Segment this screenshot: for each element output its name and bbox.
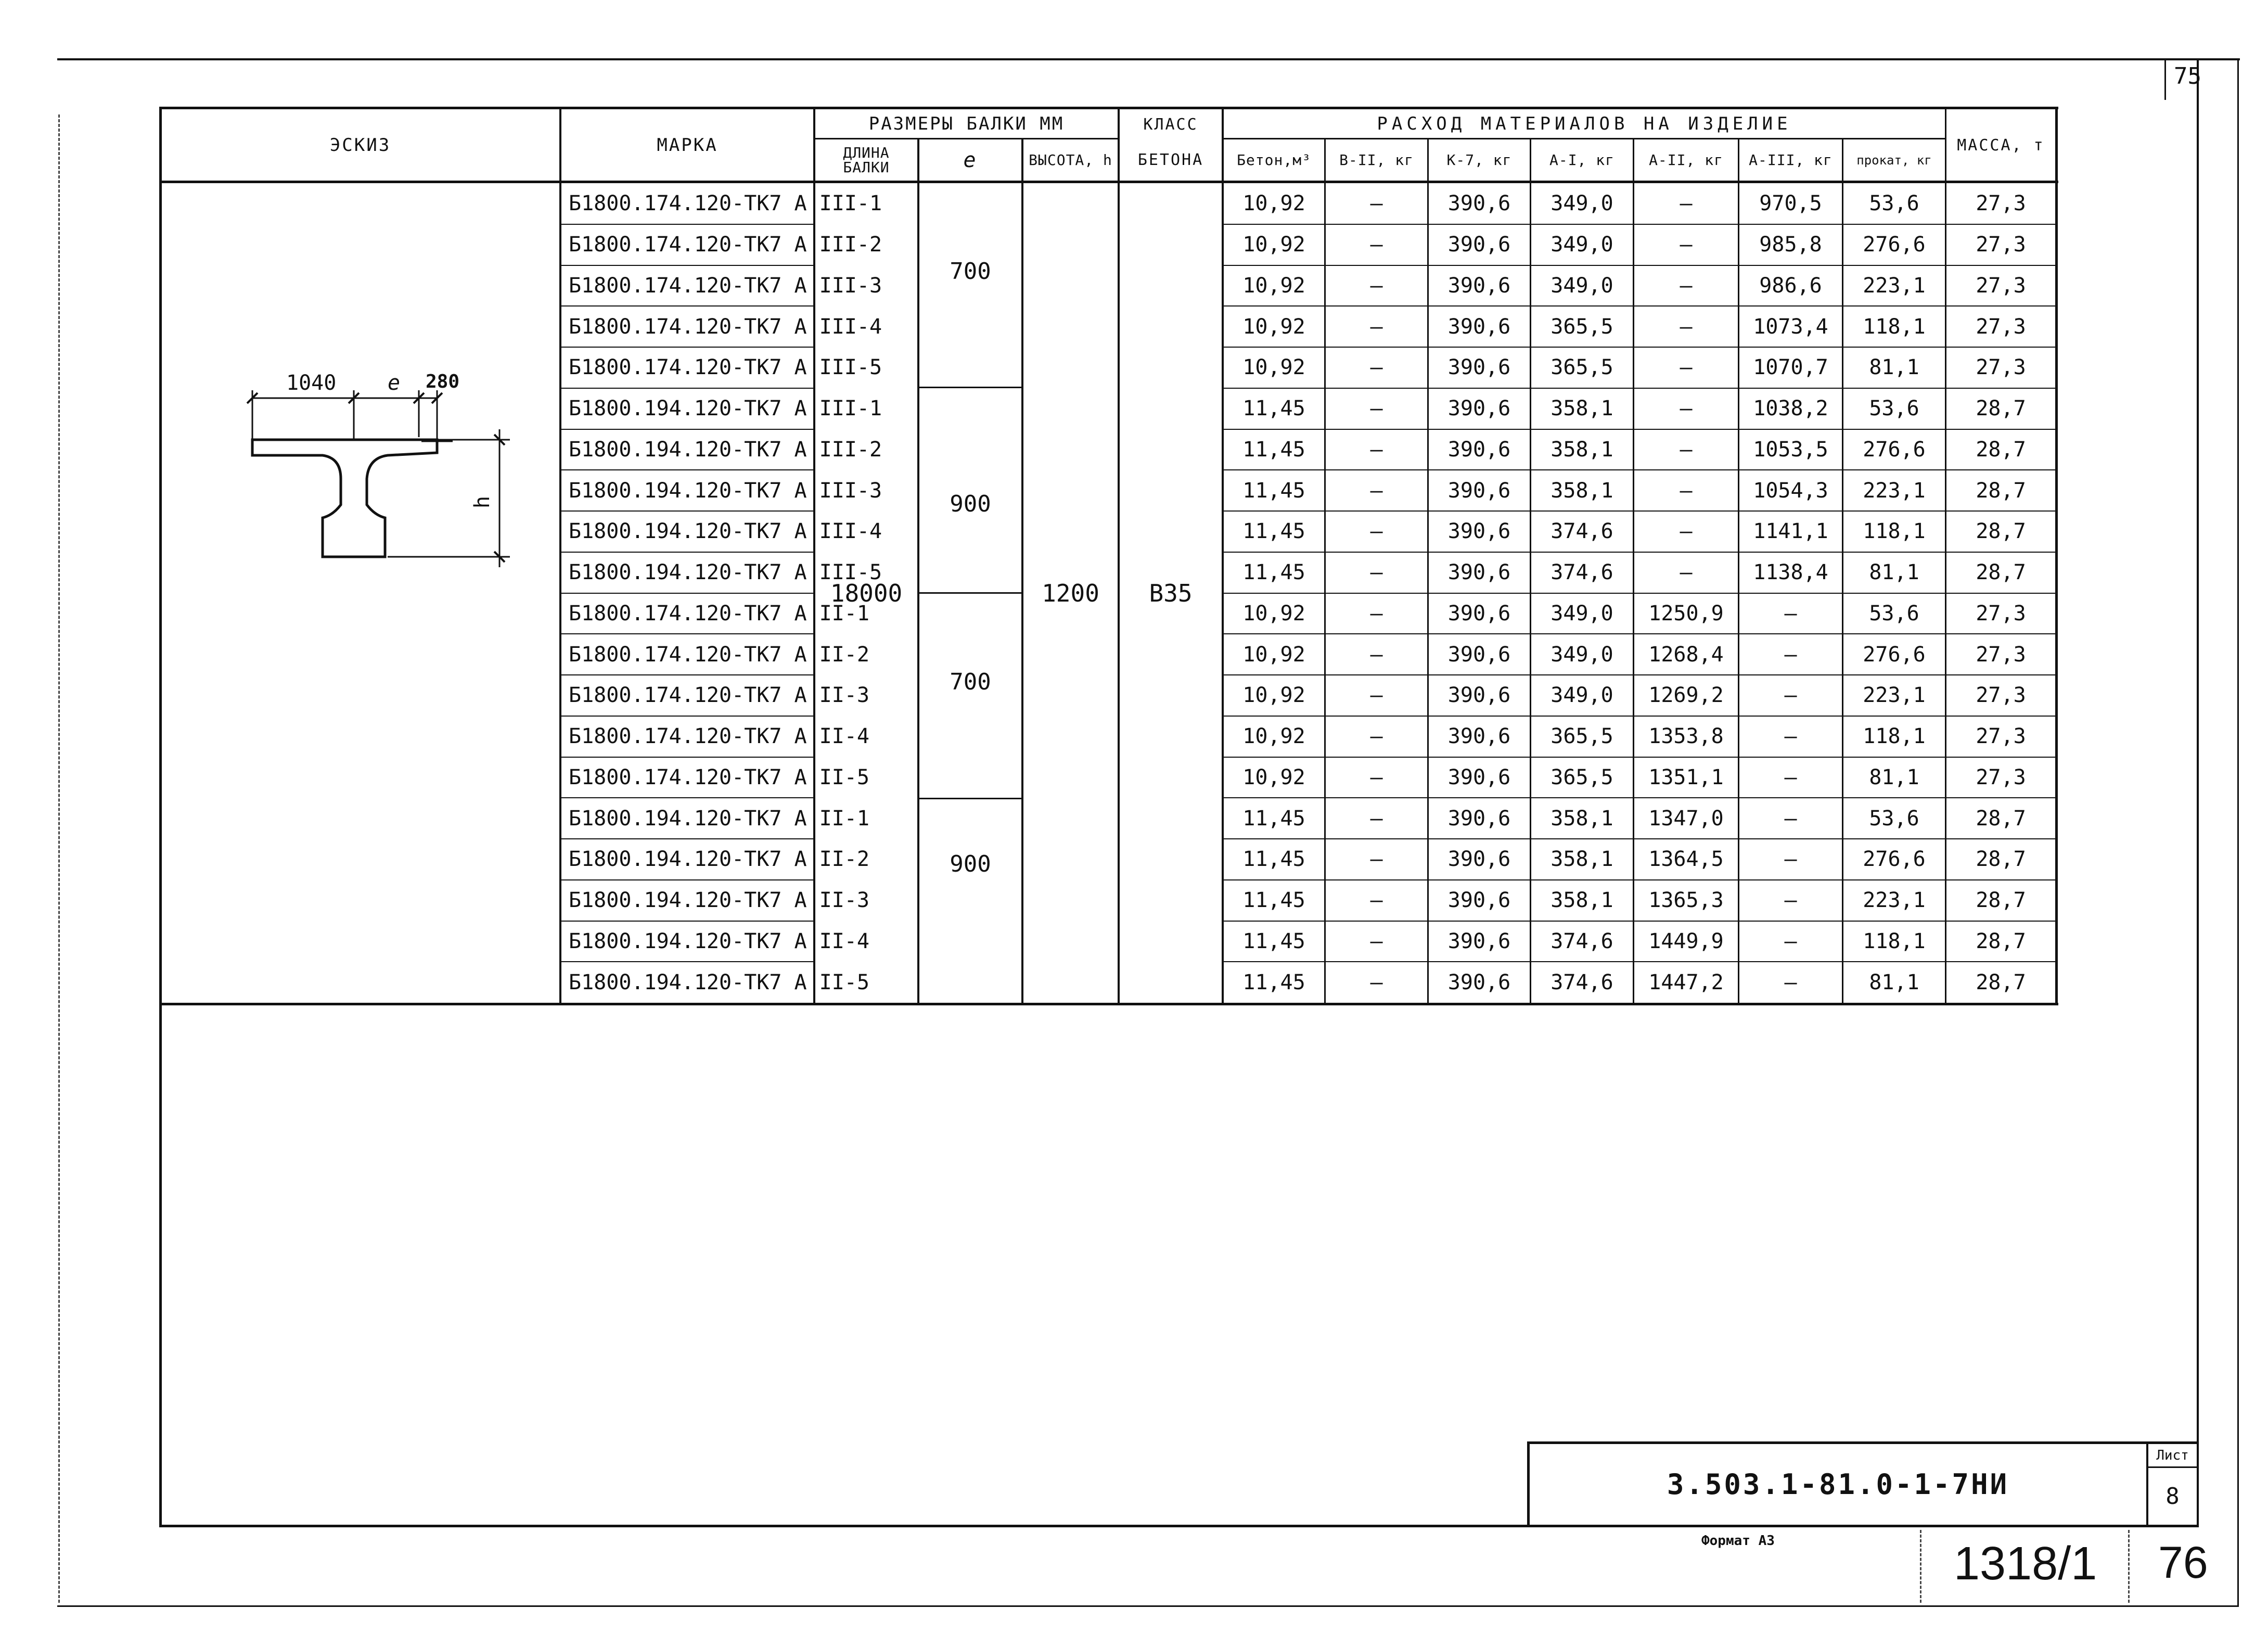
table-cell-concrete: 10,92 (1242, 233, 1305, 257)
table-cell-a2: 1447,2 (1648, 970, 1724, 994)
table-cell-mark: Б1800.174.120-ТК7 А III-2 (569, 233, 882, 257)
table-cell-k7: 390,6 (1447, 560, 1511, 585)
table-cell-mass: 27,3 (1976, 191, 2026, 216)
table-cell-rolled: 118,1 (1863, 314, 1926, 339)
beam-section-sketch (229, 359, 520, 578)
table-cell-concrete: 11,45 (1242, 888, 1305, 913)
table-cell-mass: 28,7 (1976, 929, 2026, 953)
table-cell-mark: Б1800.194.120-ТК7 А II-5 (569, 970, 869, 994)
table-cell-a2: 1365,3 (1648, 888, 1724, 913)
table-cell-b2: — (1370, 233, 1383, 257)
table-cell-k7: 390,6 (1447, 929, 1511, 953)
table-cell-a2: 1269,2 (1648, 683, 1724, 708)
table-cell-rolled: 118,1 (1863, 929, 1926, 953)
document-code: 3.503.1-81.0-1-7НИ (1667, 1467, 2009, 1501)
header-beam-dimensions: РАЗМЕРЫ БАЛКИ ММ (868, 113, 1065, 134)
table-cell-a1: 349,0 (1551, 273, 1613, 298)
table-cell-mass: 27,3 (1976, 314, 2026, 339)
table-cell-concrete: 11,45 (1242, 437, 1305, 462)
table-cell-concrete: 11,45 (1242, 929, 1305, 953)
table-cell-a2: 1347,0 (1648, 806, 1724, 831)
table-cell-mark: Б1800.194.120-ТК7 А III-2 (569, 437, 882, 462)
table-cell-a1: 349,0 (1551, 233, 1613, 257)
table-cell-k7: 390,6 (1447, 888, 1511, 913)
table-cell-concrete: 11,45 (1242, 397, 1305, 421)
table-cell-mass: 28,7 (1976, 560, 2026, 585)
table-cell-a3: — (1784, 806, 1797, 831)
table-cell-mass: 28,7 (1976, 397, 2026, 421)
group-e-2: 900 (950, 490, 991, 517)
table-cell-rolled: 81,1 (1869, 970, 1919, 994)
table-cell-a2: — (1680, 519, 1693, 544)
left-margin-dashes (58, 114, 60, 1603)
table-cell-b2: — (1370, 191, 1383, 216)
table-cell-rolled: 81,1 (1869, 560, 1919, 585)
header-col-b2: В-II, кг (1339, 151, 1414, 169)
table-cell-a1: 349,0 (1551, 601, 1613, 625)
table-cell-k7: 390,6 (1447, 642, 1511, 667)
table-cell-a1: 365,5 (1551, 355, 1613, 380)
table-cell-mark: Б1800.194.120-ТК7 А II-3 (569, 888, 869, 913)
table-cell-rolled: 53,6 (1869, 191, 1919, 216)
footer-sep-2 (2128, 1530, 2130, 1603)
table-cell-a1: 358,1 (1551, 478, 1613, 503)
table-cell-a2: 1250,9 (1648, 601, 1724, 625)
table-cell-a2: 1351,1 (1648, 765, 1724, 789)
table-cell-k7: 390,6 (1447, 683, 1511, 708)
table-cell-mark: Б1800.174.120-ТК7 А II-2 (569, 642, 869, 667)
table-cell-mark: Б1800.194.120-ТК7 А III-1 (569, 397, 882, 421)
outer-right-line (2237, 58, 2239, 1606)
table-bottom-line (159, 1003, 2058, 1005)
sketch-dim-left: 1040 (286, 371, 337, 395)
header-length: ДЛИНА БАЛКИ (843, 144, 890, 176)
header-col-concrete: Бетон,м³ (1237, 151, 1311, 169)
table-cell-k7: 390,6 (1447, 355, 1511, 380)
table-cell-mark: Б1800.194.120-ТК7 А II-1 (569, 806, 869, 831)
header-col-rolled: прокат, кг (1856, 152, 1932, 168)
sketch-dim-h: h (470, 495, 495, 509)
table-cell-rolled: 53,6 (1869, 601, 1919, 625)
table-cell-mass: 28,7 (1976, 847, 2026, 872)
header-sketch: ЭСКИЗ (329, 134, 391, 156)
table-cell-a3: 1038,2 (1753, 397, 1828, 421)
table-cell-rolled: 223,1 (1863, 683, 1926, 708)
table-cell-mass: 28,7 (1976, 519, 2026, 544)
table-cell-b2: — (1370, 642, 1383, 667)
group-e-1: 700 (950, 258, 991, 285)
frame-bottom-line (159, 1525, 2199, 1527)
group-e-4: 900 (950, 851, 991, 877)
table-cell-mark: Б1800.194.120-ТК7 А III-3 (569, 478, 882, 503)
table-cell-mass: 28,7 (1976, 478, 2026, 503)
table-cell-a2: 1268,4 (1648, 642, 1724, 667)
table-cell-mark: Б1800.194.120-ТК7 А II-2 (569, 847, 869, 872)
header-e: e (963, 148, 978, 172)
sheet-value: 8 (2166, 1483, 2180, 1510)
table-cell-mass: 27,3 (1976, 233, 2026, 257)
table-cell-rolled: 53,6 (1869, 397, 1919, 421)
table-cell-a2: — (1680, 233, 1693, 257)
table-cell-a1: 365,5 (1551, 724, 1613, 749)
table-cell-rolled: 118,1 (1863, 724, 1926, 749)
sketch-dim-e: e (388, 371, 401, 395)
table-cell-b2: — (1370, 888, 1383, 913)
table-cell-k7: 390,6 (1447, 191, 1511, 216)
table-cell-a3: — (1784, 929, 1797, 953)
header-col-a2: А-II, кг (1649, 151, 1723, 169)
frame-left-line (159, 107, 162, 1526)
group-e-3: 700 (950, 669, 991, 695)
table-cell-k7: 390,6 (1447, 806, 1511, 831)
table-cell-a3: — (1784, 601, 1797, 625)
table-cell-a2: — (1680, 437, 1693, 462)
table-cell-rolled: 81,1 (1869, 355, 1919, 380)
table-cell-mark: Б1800.174.120-ТК7 А II-5 (569, 765, 869, 789)
table-cell-concrete: 11,45 (1242, 806, 1305, 831)
top-sheet-number: 75 (2174, 63, 2201, 90)
table-cell-concrete: 10,92 (1242, 314, 1305, 339)
outer-top-line (57, 58, 2240, 60)
table-cell-a3: 985,8 (1759, 233, 1822, 257)
table-cell-a1: 358,1 (1551, 847, 1613, 872)
table-cell-a2: — (1680, 273, 1693, 298)
table-cell-a3: — (1784, 683, 1797, 708)
sheet-label: Лист (2156, 1447, 2189, 1463)
table-cell-a2: — (1680, 191, 1693, 216)
table-cell-b2: — (1370, 765, 1383, 789)
table-cell-a1: 358,1 (1551, 397, 1613, 421)
table-cell-mark: Б1800.194.120-ТК7 А II-4 (569, 929, 869, 953)
table-cell-a3: 1070,7 (1753, 355, 1828, 380)
table-cell-a3: 1141,1 (1753, 519, 1828, 544)
table-cell-b2: — (1370, 397, 1383, 421)
table-cell-a2: 1353,8 (1648, 724, 1724, 749)
table-cell-a2: — (1680, 560, 1693, 585)
table-cell-concrete: 10,92 (1242, 765, 1305, 789)
table-cell-b2: — (1370, 683, 1383, 708)
table-cell-k7: 390,6 (1447, 478, 1511, 503)
table-cell-a2: 1449,9 (1648, 929, 1724, 953)
table-cell-rolled: 276,6 (1863, 847, 1926, 872)
table-cell-mass: 27,3 (1976, 765, 2026, 789)
table-cell-mass: 28,7 (1976, 970, 2026, 994)
header-class-line1: КЛАСС (1143, 116, 1198, 134)
table-cell-b2: — (1370, 929, 1383, 953)
table-cell-concrete: 11,45 (1242, 560, 1305, 585)
table-cell-b2: — (1370, 355, 1383, 380)
table-cell-b2: — (1370, 437, 1383, 462)
table-cell-mass: 27,3 (1976, 642, 2026, 667)
table-cell-k7: 390,6 (1447, 519, 1511, 544)
table-cell-a3: 1073,4 (1753, 314, 1828, 339)
footer-sep-1 (1920, 1530, 1921, 1603)
top-sheet-box-left (2164, 58, 2166, 100)
table-cell-mass: 27,3 (1976, 355, 2026, 380)
table-cell-mark: Б1800.174.120-ТК7 А II-4 (569, 724, 869, 749)
table-cell-a1: 358,1 (1551, 806, 1613, 831)
table-cell-concrete: 10,92 (1242, 601, 1305, 625)
table-cell-a2: 1364,5 (1648, 847, 1724, 872)
table-cell-concrete: 10,92 (1242, 642, 1305, 667)
table-cell-rolled: 223,1 (1863, 478, 1926, 503)
table-cell-rolled: 53,6 (1869, 806, 1919, 831)
table-cell-b2: — (1370, 724, 1383, 749)
table-cell-a2: — (1680, 355, 1693, 380)
table-cell-mark: Б1800.174.120-ТК7 А III-4 (569, 314, 882, 339)
table-cell-rolled: 276,6 (1863, 642, 1926, 667)
table-cell-a3: 986,6 (1759, 273, 1822, 298)
header-height: ВЫСОТА, h (1029, 151, 1112, 169)
frame-right-line (2197, 58, 2199, 1526)
table-cell-b2: — (1370, 273, 1383, 298)
table-cell-concrete: 11,45 (1242, 970, 1305, 994)
table-cell-a1: 349,0 (1551, 683, 1613, 708)
table-cell-a3: — (1784, 724, 1797, 749)
table-cell-b2: — (1370, 314, 1383, 339)
group-length: 18000 (830, 579, 903, 607)
header-mark: МАРКА (657, 134, 718, 156)
table-cell-concrete: 10,92 (1242, 683, 1305, 708)
table-cell-mass: 28,7 (1976, 888, 2026, 913)
table-cell-k7: 390,6 (1447, 437, 1511, 462)
table-cell-b2: — (1370, 970, 1383, 994)
table-cell-k7: 390,6 (1447, 765, 1511, 789)
table-cell-k7: 390,6 (1447, 273, 1511, 298)
table-cell-k7: 390,6 (1447, 847, 1511, 872)
group-height: 1200 (1042, 579, 1099, 607)
table-cell-mark: Б1800.174.120-ТК7 А III-5 (569, 355, 882, 380)
table-cell-rolled: 276,6 (1863, 233, 1926, 257)
table-cell-concrete: 11,45 (1242, 519, 1305, 544)
group-concrete-class: В35 (1149, 579, 1193, 607)
outer-bottom-line (57, 1605, 2239, 1607)
table-cell-b2: — (1370, 519, 1383, 544)
table-cell-mass: 28,7 (1976, 437, 2026, 462)
table-cell-concrete: 11,45 (1242, 478, 1305, 503)
table-cell-b2: — (1370, 806, 1383, 831)
table-cell-b2: — (1370, 847, 1383, 872)
table-cell-k7: 390,6 (1447, 314, 1511, 339)
table-cell-a1: 358,1 (1551, 437, 1613, 462)
table-cell-a2: — (1680, 397, 1693, 421)
table-cell-k7: 390,6 (1447, 970, 1511, 994)
table-cell-a1: 365,5 (1551, 765, 1613, 789)
table-cell-a1: 349,0 (1551, 191, 1613, 216)
table-cell-concrete: 10,92 (1242, 355, 1305, 380)
table-cell-a3: — (1784, 970, 1797, 994)
table-cell-a2: — (1680, 478, 1693, 503)
table-cell-rolled: 223,1 (1863, 888, 1926, 913)
table-cell-a1: 374,6 (1551, 929, 1613, 953)
table-cell-a3: — (1784, 765, 1797, 789)
table-cell-rolled: 118,1 (1863, 519, 1926, 544)
table-cell-a1: 374,6 (1551, 970, 1613, 994)
table-cell-b2: — (1370, 560, 1383, 585)
table-cell-rolled: 81,1 (1869, 765, 1919, 789)
header-mass: МАССА, т (1957, 136, 2045, 155)
table-cell-a1: 374,6 (1551, 560, 1613, 585)
table-cell-mass: 27,3 (1976, 724, 2026, 749)
table-cell-rolled: 276,6 (1863, 437, 1926, 462)
table-cell-mark: Б1800.194.120-ТК7 А III-5 (569, 560, 882, 585)
table-cell-concrete: 10,92 (1242, 191, 1305, 216)
header-materials: РАСХОД МАТЕРИАЛОВ НА ИЗДЕЛИЕ (1377, 113, 1792, 134)
table-cell-mark: Б1800.174.120-ТК7 А III-3 (569, 273, 882, 298)
table-cell-a3: 1138,4 (1753, 560, 1828, 585)
sketch-dim-right: 280 (426, 371, 460, 392)
table-cell-a3: 1054,3 (1753, 478, 1828, 503)
table-cell-a3: 1053,5 (1753, 437, 1828, 462)
table-cell-mass: 28,7 (1976, 806, 2026, 831)
table-cell-mass: 27,3 (1976, 273, 2026, 298)
table-cell-concrete: 10,92 (1242, 273, 1305, 298)
header-col-a1: А-I, кг (1549, 151, 1614, 169)
table-cell-a2: — (1680, 314, 1693, 339)
table-cell-mark: Б1800.174.120-ТК7 А III-1 (569, 191, 882, 216)
table-cell-rolled: 223,1 (1863, 273, 1926, 298)
table-cell-b2: — (1370, 478, 1383, 503)
page-number: 76 (2158, 1538, 2208, 1588)
table-cell-a1: 374,6 (1551, 519, 1613, 544)
table-cell-mark: Б1800.174.120-ТК7 А II-1 (569, 601, 869, 625)
table-cell-a1: 365,5 (1551, 314, 1613, 339)
table-cell-k7: 390,6 (1447, 397, 1511, 421)
table-cell-mark: Б1800.194.120-ТК7 А III-4 (569, 519, 882, 544)
table-cell-a3: — (1784, 888, 1797, 913)
table-right-line (2055, 107, 2058, 1005)
header-class-line2: БЕТОНА (1137, 150, 1204, 169)
table-cell-a1: 349,0 (1551, 642, 1613, 667)
table-cell-a1: 358,1 (1551, 888, 1613, 913)
header-col-a3: А-III, кг (1749, 151, 1833, 169)
table-cell-concrete: 10,92 (1242, 724, 1305, 749)
table-cell-mark: Б1800.174.120-ТК7 А II-3 (569, 683, 869, 708)
table-cell-b2: — (1370, 601, 1383, 625)
table-cell-k7: 390,6 (1447, 724, 1511, 749)
table-cell-concrete: 11,45 (1242, 847, 1305, 872)
format-label: Формат А3 (1701, 1533, 1775, 1549)
table-cell-mass: 27,3 (1976, 683, 2026, 708)
table-cell-a3: 970,5 (1759, 191, 1822, 216)
table-cell-a3: — (1784, 642, 1797, 667)
header-col-k7: К-7, кг (1446, 151, 1512, 169)
inventory-number: 1318/1 (1954, 1538, 2097, 1590)
table-cell-a3: — (1784, 847, 1797, 872)
table-cell-k7: 390,6 (1447, 233, 1511, 257)
table-cell-mass: 27,3 (1976, 601, 2026, 625)
table-cell-k7: 390,6 (1447, 601, 1511, 625)
